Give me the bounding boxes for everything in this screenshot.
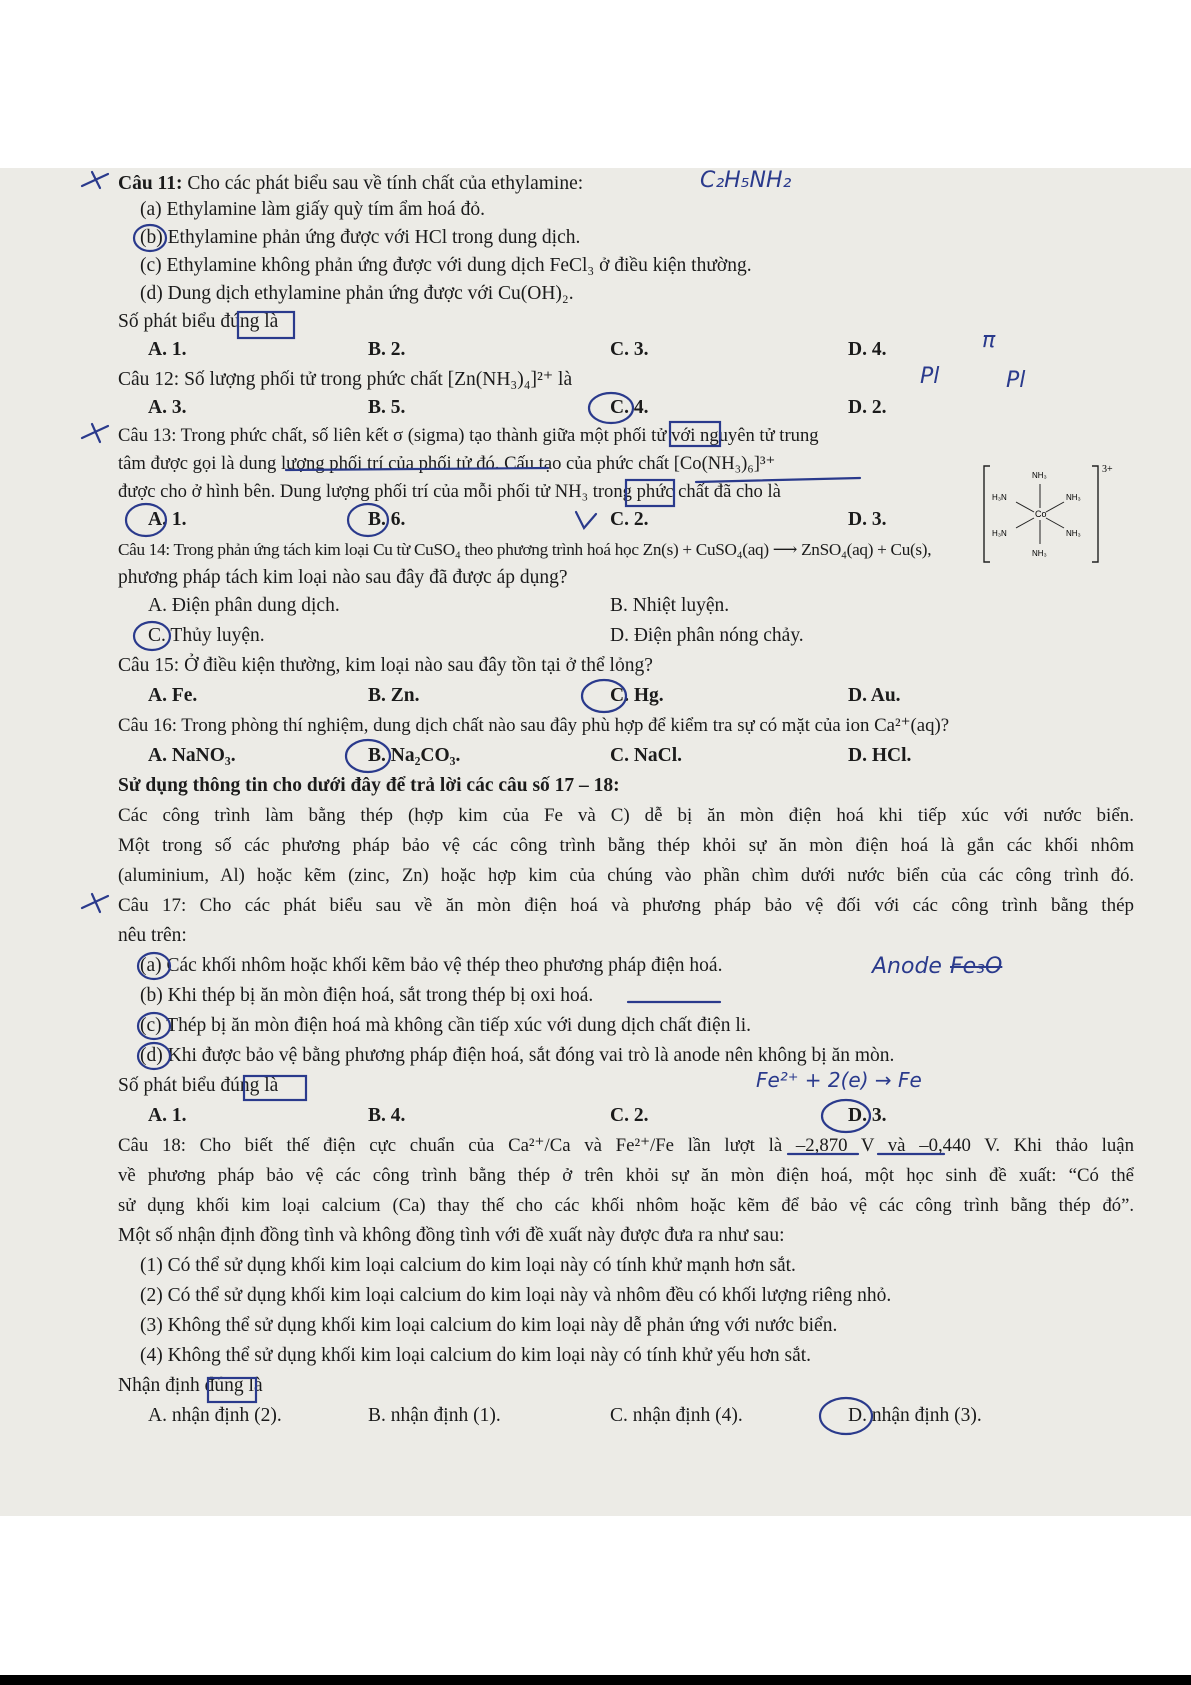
q16-option-b[interactable]: B. Na₂CO₃. [368,745,461,766]
bond-lower-right [1046,518,1064,528]
q17-option-c[interactable]: C. 2. [610,1105,649,1126]
q14-option-d[interactable]: D. Điện phân nóng chảy. [610,625,804,646]
q18-line-3: sử dụng khối kim loại calcium (Ca) thay thế cho các khối nhôm hoặc kẽm để bảo vệ các công trình bằng thép đó”. [118,1195,1134,1216]
exam-page [0,168,1191,1516]
q11-option-d[interactable]: D. 4. [848,339,887,360]
q11-option-a[interactable]: A. 1. [148,339,187,360]
handwritten-pl-left: Pl [920,364,940,389]
star-mark-q17 [82,894,108,912]
q13-option-b[interactable]: B. 6. [368,509,406,530]
q17-option-a[interactable]: A. 1. [148,1105,187,1126]
q17-option-d[interactable]: D. 3. [848,1105,887,1126]
ligand-upper-right: NH₃ [1066,493,1081,502]
q15-option-d[interactable]: D. Au. [848,685,901,706]
info-line-3: (aluminium, Al) hoặc kẽm (zinc, Zn) hoặc hợp kim của chúng vào phần chìm dưới nước biển của các công trình đó. [118,866,1134,886]
q18-option-a[interactable]: A. nhận định (2). [148,1405,282,1426]
q13-line-3: được cho ở hình bên. Dung lượng phối trí của mỗi phối tử NH₃ trong phức chất đã cho là [118,481,781,502]
q18-statement-1: (1) Có thể sử dụng khối kim loại calcium do kim loại này có tính khử mạnh hơn sắt. [140,1255,796,1276]
ligand-lower-right: NH₃ [1066,529,1081,538]
q11-option-b[interactable]: B. 2. [368,339,406,360]
q11-option-c[interactable]: C. 3. [610,339,649,360]
ligand-bottom: NH₃ [1032,549,1047,558]
q14-option-c[interactable]: C. Thủy luyện. [148,625,265,646]
handwritten-anode: Anode [872,954,942,979]
info-heading: Sử dụng thông tin cho dưới đây để trả lời các câu số 17 – 18: [118,775,620,796]
q11-statement-b: (b) Ethylamine phản ứng được với HCl trong dung dịch. [140,227,581,248]
q17-line-2: nêu trên: [118,925,187,946]
ligand-upper-left: H₃N [992,493,1007,502]
figure-charge: 3+ [1102,464,1113,475]
q11-ask: Số phát biểu đúng là [118,311,279,332]
q18-statement-3: (3) Không thể sử dụng khối kim loại calcium do kim loại này dễ phản ứng với nước biển. [140,1315,838,1336]
q11-stem: Câu 11: Cho các phát biểu sau về tính chất của ethylamine: [118,173,584,194]
q12-option-d[interactable]: D. 2. [848,397,887,418]
scan-bottom-border [0,1675,1191,1685]
q18-option-d[interactable]: D. nhận định (3). [848,1405,982,1426]
bond-upper-left [1016,502,1034,512]
q18-line-2: về phương pháp bảo vệ các công trình bằng thép ở trên khỏi sự ăn mòn điện hoá, một học sinh đề xuất: “Có thể [118,1165,1134,1186]
q14-line-1: Câu 14: Trong phản ứng tách kim loại Cu từ CuSO₄ theo phương trình hoá học Zn(s) + CuSO₄(aq) ⟶ ZnSO₄(aq) + Cu(s), [118,540,932,559]
q11-stem-text: Cho các phát biểu sau về tính chất của ethylamine: [187,173,584,194]
arrow-q13 [576,512,596,528]
q18-option-b[interactable]: B. nhận định (1). [368,1405,501,1426]
q14-line-2: phương pháp tách kim loại nào sau đây đã được áp dụng? [118,567,568,588]
star-mark-q11 [82,172,108,188]
handwritten-formula: C₂H₅NH₂ [700,168,792,193]
q15-option-b[interactable]: B. Zn. [368,685,420,706]
info-line-1: Các công trình làm bằng thép (hợp kim của Fe và C) dễ bị ăn mòn điện hoá khi tiếp xúc với nước biển. [118,805,1134,826]
q18-statement-4: (4) Không thể sử dụng khối kim loại calcium do kim loại này có tính khử yếu hơn sắt. [140,1345,812,1366]
q13-option-d[interactable]: D. 3. [848,509,887,530]
q17-line-1: Câu 17: Cho các phát biểu sau về ăn mòn điện hoá và phương pháp bảo vệ đối với các công trình bằng thép [118,895,1134,916]
q17-statement-b: (b) Khi thép bị ăn mòn điện hoá, sắt trong thép bị oxi hoá. [140,985,594,1006]
q18-line-1: Câu 18: Cho biết thế điện cực chuẩn của Ca²⁺/Ca và Fe²⁺/Fe lần lượt là –2,870 V và –0,440 V. Khi thảo luận [118,1135,1134,1156]
q17-option-b[interactable]: B. 4. [368,1105,406,1126]
q12-option-a[interactable]: A. 3. [148,397,187,418]
ligand-lower-left: H₃N [992,529,1007,538]
bond-lower-left [1016,518,1034,528]
q17-ask: Số phát biểu đúng là [118,1075,279,1096]
q17-statement-a: (a) Các khối nhôm hoặc khối kẽm bảo vệ thép theo phương pháp điện hoá. [140,955,723,976]
q17-statement-c: (c) Thép bị ăn mòn điện hoá mà không cần tiếp xúc với dung dịch chất điện li. [140,1015,752,1036]
q11-statement-c: (c) Ethylamine không phản ứng được với dung dịch FeCl₃ ở điều kiện thường. [140,255,752,276]
q12-option-c[interactable]: C. 4. [610,397,649,418]
q15-stem: Câu 15: Ở điều kiện thường, kim loại nào sau đây tồn tại ở thể lỏng? [118,655,653,676]
star-mark-q13 [82,424,108,442]
handwritten-pl-right: Pl [1006,368,1026,393]
figure-right-bracket [1092,466,1098,562]
q14-option-a[interactable]: A. Điện phân dung dịch. [148,595,340,616]
info-line-2: Một trong số các phương pháp bảo vệ các công trình bằng thép khỏi sự ăn mòn điện hoá là gắn các khối nhôm [118,835,1134,856]
q12-option-b[interactable]: B. 5. [368,397,406,418]
q15-option-a[interactable]: A. Fe. [148,685,198,706]
q13-line-2: tâm được gọi là dung lượng phối trí của phối tử đó. Cấu tạo của phức chất [Co(NH₃)₆]³⁺ [118,453,776,474]
q12-stem: Câu 12: Số lượng phối tử trong phức chất [Zn(NH₃)₄]²⁺ là [118,369,573,390]
handwritten-struck: Fe₃O [950,954,1003,979]
q18-option-c[interactable]: C. nhận định (4). [610,1405,743,1426]
handwritten-pi: π [982,328,996,353]
ligand-top: NH₃ [1032,471,1047,480]
q16-option-c[interactable]: C. NaCl. [610,745,683,766]
q15-option-c[interactable]: C. Hg. [610,685,664,706]
q18-statement-2: (2) Có thể sử dụng khối kim loại calcium do kim loại này và nhôm đều có khối lượng riêng nhỏ. [140,1285,892,1306]
q18-line-4: Một số nhận định đồng tình và không đồng tình với đề xuất này được đưa ra như sau: [118,1225,785,1246]
q11-statement-d: (d) Dung dịch ethylamine phản ứng được với Cu(OH)₂. [140,283,574,304]
handwritten-equation: Fe²⁺ + 2(e) → Fe [756,1068,922,1092]
q13-option-a[interactable]: A. 1. [148,509,187,530]
q14-option-b[interactable]: B. Nhiệt luyện. [610,595,730,616]
q11-statement-a: (a) Ethylamine làm giấy quỳ tím ẩm hoá đỏ. [140,199,485,220]
q16-stem: Câu 16: Trong phòng thí nghiệm, dung dịch chất nào sau đây phù hợp để kiểm tra sự có mặt của ion Ca²⁺(aq)? [118,715,950,736]
co-complex-figure [982,458,1117,566]
q18-ask: Nhận định đúng là [118,1375,263,1396]
figure-center-atom: Co [1035,509,1047,519]
figure-left-bracket [984,466,990,562]
bond-upper-right [1046,502,1064,512]
q16-option-d[interactable]: D. HCl. [848,745,912,766]
q13-option-c[interactable]: C. 2. [610,509,649,530]
q16-option-a[interactable]: A. NaNO₃. [148,745,236,766]
q17-statement-d: (d) Khi được bảo vệ bằng phương pháp điện hoá, sắt đóng vai trò là anode nên không bị ăn mòn. [140,1045,895,1066]
q13-line-1: Câu 13: Trong phức chất, số liên kết σ (sigma) tạo thành giữa một phối tử với nguyên tử trung [118,425,819,446]
